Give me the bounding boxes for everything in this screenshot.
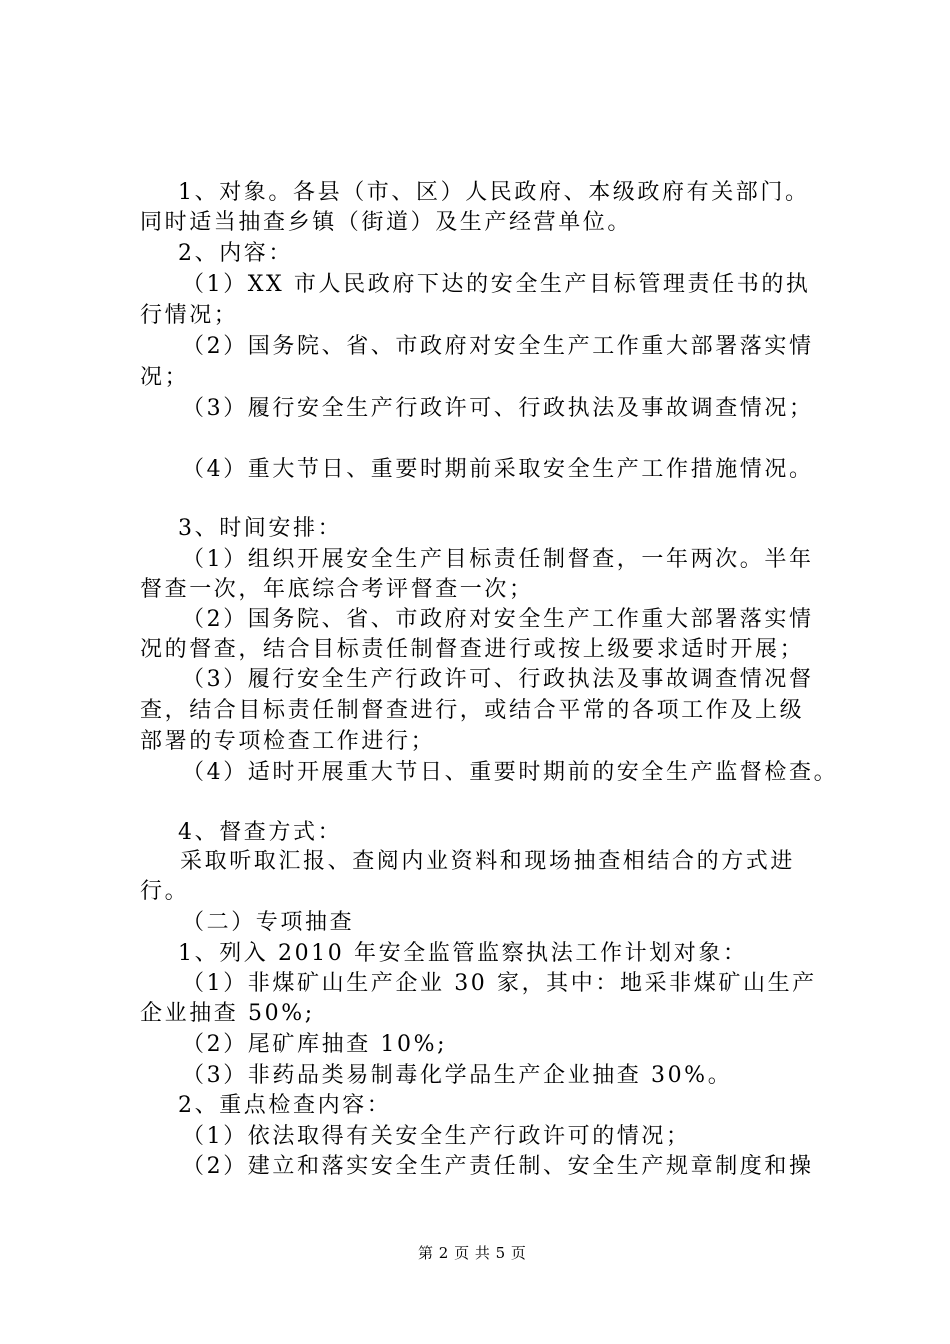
text-line: 行。: [140, 879, 190, 904]
text-line: （2）国务院、省、市政府对安全生产工作重大部署落实情: [182, 607, 814, 632]
text-line: 采取听取汇报、查阅内业资料和现场抽查相结合的方式进: [180, 849, 796, 874]
text-line: 查，结合目标责任制督查进行，或结合平常的各项工作及上级: [140, 698, 805, 723]
text-line: （二）专项抽查: [182, 910, 355, 935]
text-line: （1）组织开展安全生产目标责任制督查，一年两次。半年: [182, 547, 814, 572]
text-line: 行情况；: [140, 303, 239, 328]
text-line: 企业抽查 50%;: [140, 1001, 315, 1026]
text-line: 1、列入 2010 年安全监管监察执法工作计划对象：: [178, 941, 748, 966]
text-line: 2、重点检查内容：: [178, 1093, 392, 1118]
text-line: （3）履行安全生产行政许可、行政执法及事故调查情况；: [182, 396, 814, 421]
text-line: 部署的专项检查工作进行；: [140, 729, 436, 754]
text-line: 况；: [140, 365, 190, 390]
text-line: （4）重大节日、重要时期前采取安全生产工作措施情况。: [182, 457, 814, 482]
text-line: （2）国务院、省、市政府对安全生产工作重大部署落实情: [182, 334, 814, 359]
text-line: 督查一次，年底综合考评督查一次；: [140, 577, 534, 602]
text-line: （2）尾矿库抽查 10%;: [182, 1032, 448, 1057]
text-line: 况的督查，结合目标责任制督查进行或按上级要求适时开展；: [140, 637, 805, 662]
text-line: （1）依法取得有关安全生产行政许可的情况；: [182, 1124, 691, 1149]
text-line: 1、对象。各县（市、区）人民政府、本级政府有关部门。: [178, 180, 810, 205]
text-line: 4、督查方式：: [178, 820, 343, 845]
text-line: （2）建立和落实安全生产责任制、安全生产规章制度和操: [182, 1154, 814, 1179]
text-line: （1）XX 市人民政府下达的安全生产目标管理责任书的执: [182, 272, 811, 297]
text-line: （1）非煤矿山生产企业 30 家，其中：地采非煤矿山生产: [182, 971, 817, 996]
text-line: （3）非药品类易制毒化学品生产企业抽查 30%。: [182, 1063, 733, 1088]
text-line: （4）适时开展重大节日、重要时期前的安全生产监督检查。: [182, 760, 839, 785]
text-line: （3）履行安全生产行政许可、行政执法及事故调查情况督: [182, 667, 814, 692]
text-line: 同时适当抽查乡镇（街道）及生产经营单位。: [140, 210, 633, 235]
text-line: 2、内容：: [178, 241, 293, 266]
page-number: 第 2 页 共 5 页: [418, 1244, 527, 1262]
text-line: 3、时间安排：: [178, 516, 343, 541]
